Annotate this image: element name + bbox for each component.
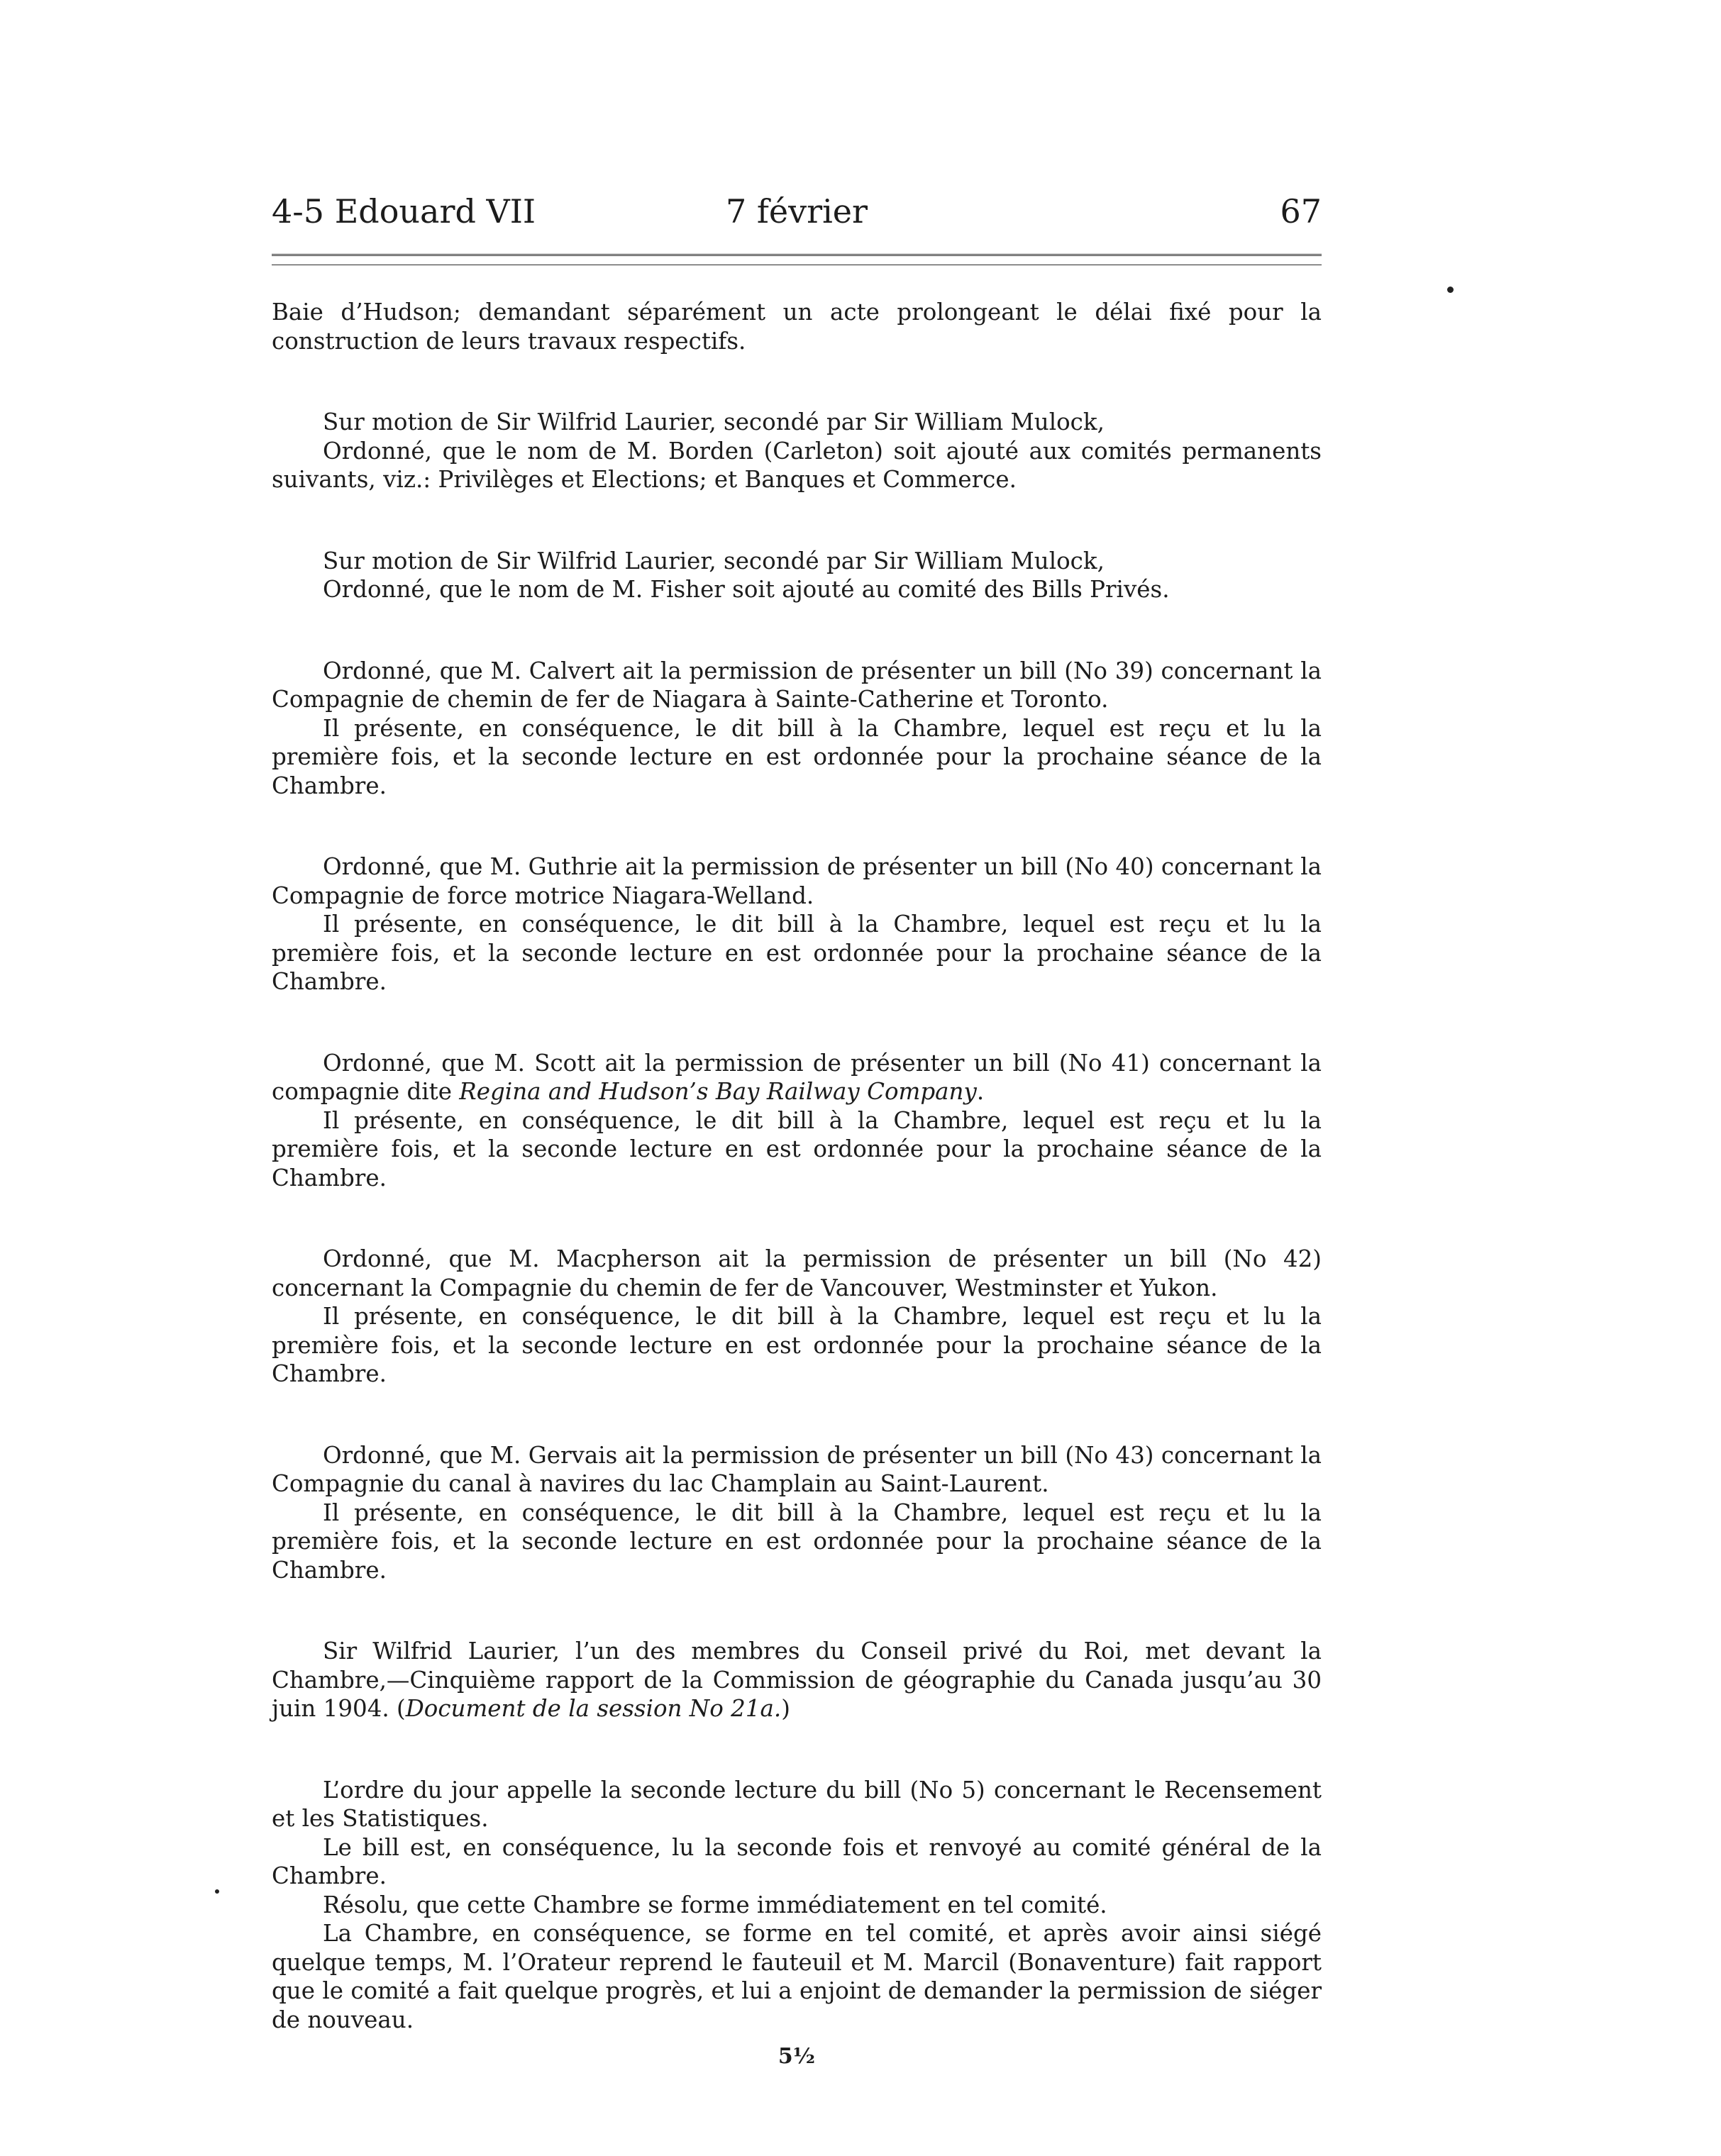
paragraph-text: Sir Wilfrid Laurier, l’un des membres du Conseil privé du Roi, met devant la Chambre,—Cinquième rapport de la Commission de géographie du Canada jusqu’au 30 juin 1904. ( bbox=[272, 1638, 1322, 1722]
paragraph-reading: Il présente, en conséquence, le dit bill à la Chambre, lequel est reçu et lu la première fois, et la seconde lecture en est ordonnée pour la prochaine séance de la Chambre. bbox=[272, 1499, 1322, 1584]
paragraph-order: Ordonné, que le nom de M. Fisher soit ajouté au comité des Bills Privés. bbox=[323, 576, 1170, 603]
paragraph-order: Ordonné, que M. Calvert ait la permission de présenter un bill (No 39) concernant la Compagnie de chemin de fer de Niagara à Sainte-Catherine et Toronto. bbox=[272, 657, 1322, 713]
sessional-paper-reference: Document de la session No 21a. bbox=[405, 1695, 782, 1722]
header-rule bbox=[272, 254, 1322, 265]
paragraph-order: Ordonné, que le nom de M. Borden (Carleton) soit ajouté aux comités permanents suivants, viz.: Privilèges et Elections; et Banques et Commerce. bbox=[272, 437, 1322, 493]
paragraph-reading: Il présente, en conséquence, le dit bill à la Chambre, lequel est reçu et lu la première fois, et la seconde lecture en est ordonnée pour la prochaine séance de la Chambre. bbox=[272, 1303, 1322, 1387]
paragraph-order bbox=[272, 1049, 1322, 1106]
journal-page bbox=[272, 190, 1322, 2069]
paper-speck bbox=[1447, 287, 1454, 293]
paragraph-order: Ordonné, que M. Gervais ait la permission de présenter un bill (No 43) concernant la Compagnie du canal à navires du lac Champlain au Saint-Laurent. bbox=[272, 1441, 1322, 1497]
page-number: 67 bbox=[1280, 192, 1322, 230]
paragraph-committee-report: La Chambre, en conséquence, se forme en tel comité, et après avoir ainsi siégé quelque temps, M. l’Orateur reprend le fauteuil et M. Marcil (Bonaventure) fait rapport que le comité a fait quelque progrès, et lui a enjoint de demander la permission de siéger de nouveau. bbox=[272, 1920, 1322, 2033]
paragraph-reading: Il présente, en conséquence, le dit bill à la Chambre, lequel est reçu et lu la première fois, et la seconde lecture en est ordonnée pour la prochaine séance de la Chambre. bbox=[272, 714, 1322, 799]
paragraph-order-of-day: L’ordre du jour appelle la seconde lecture du bill (No 5) concernant le Recensement et les Statistiques. bbox=[272, 1776, 1322, 1832]
signature-mark: 5½ bbox=[778, 2044, 816, 2069]
paragraph-reading: Le bill est, en conséquence, lu la seconde fois et renvoyé au comité général de la Chambre. bbox=[272, 1833, 1322, 1889]
running-head bbox=[272, 190, 1322, 233]
page-body bbox=[272, 298, 1322, 2034]
paragraph-reading: Il présente, en conséquence, le dit bill à la Chambre, lequel est reçu et lu la première fois, et la seconde lecture en est ordonnée pour la prochaine séance de la Chambre. bbox=[272, 1106, 1322, 1191]
paragraph-text: ) bbox=[781, 1695, 790, 1722]
page-date: 7 février bbox=[725, 192, 868, 230]
paragraph-order: Ordonné, que M. Guthrie ait la permission de présenter un bill (No 40) concernant la Compagnie de force motrice Niagara-Welland. bbox=[272, 853, 1322, 909]
paper-speck bbox=[215, 1889, 219, 1894]
regnal-year: 4-5 Edouard VII bbox=[272, 192, 536, 230]
paragraph-tabled-document bbox=[272, 1637, 1322, 1723]
paragraph-continuation: Baie d’Hudson; demandant séparément un acte prolongeant le délai fixé pour la construction de leurs travaux respectifs. bbox=[272, 299, 1322, 355]
paragraph-motion: Sur motion de Sir Wilfrid Laurier, secondé par Sir William Mulock, bbox=[323, 409, 1105, 435]
paragraph-motion: Sur motion de Sir Wilfrid Laurier, secondé par Sir William Mulock, bbox=[323, 547, 1105, 574]
company-name: Regina and Hudson’s Bay Railway Company bbox=[459, 1078, 977, 1105]
paragraph-order: Ordonné, que M. Macpherson ait la permission de présenter un bill (No 42) concernant la Compagnie du chemin de fer de Vancouver, Westminster et Yukon. bbox=[272, 1245, 1322, 1301]
paragraph-reading: Il présente, en conséquence, le dit bill à la Chambre, lequel est reçu et lu la première fois, et la seconde lecture en est ordonnée pour la prochaine séance de la Chambre. bbox=[272, 911, 1322, 995]
paragraph-resolution: Résolu, que cette Chambre se forme immédiatement en tel comité. bbox=[323, 1891, 1107, 1918]
paragraph-text: Ordonné, que M. Scott ait la permission de présenter un bill (No 41) concernant la compagnie dite bbox=[272, 1049, 1322, 1105]
paragraph-text: . bbox=[976, 1078, 985, 1105]
